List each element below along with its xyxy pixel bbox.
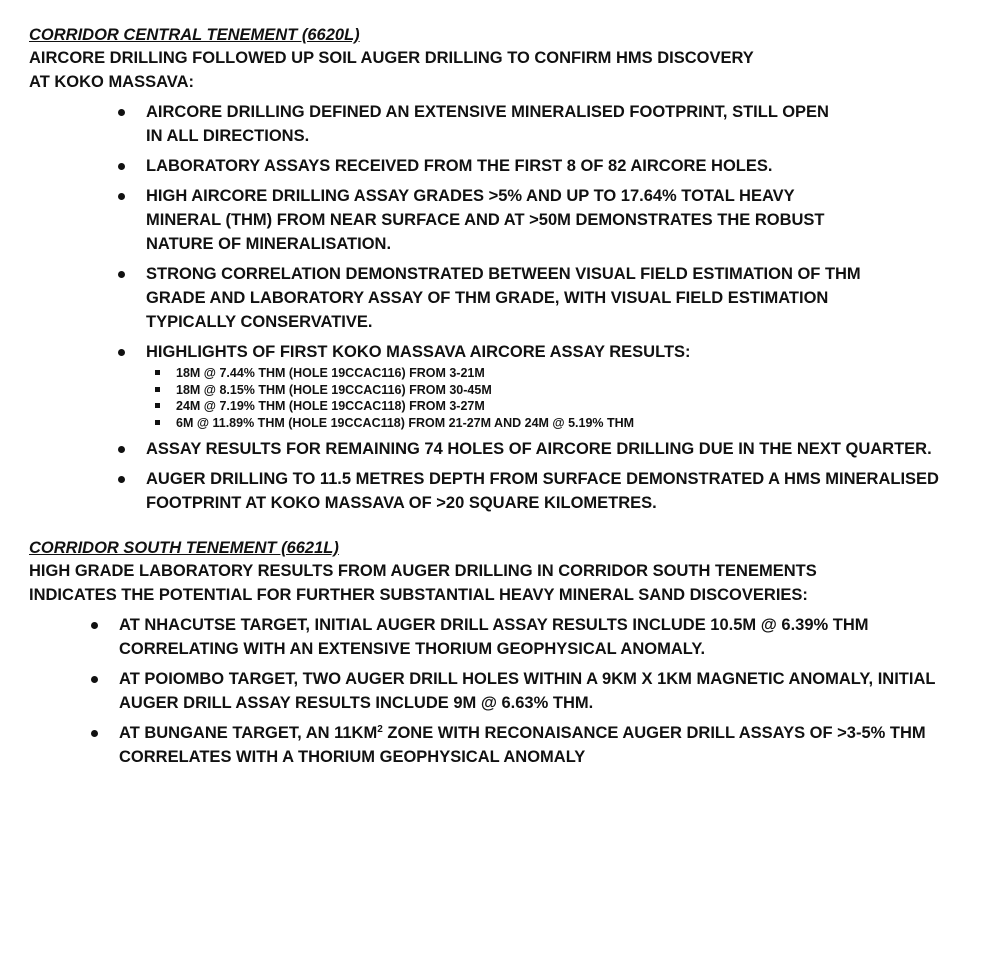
section-intro-line: INDICATES THE POTENTIAL FOR FURTHER SUBSTANTIAL HEAVY MINERAL SAND DISCOVERIES: bbox=[29, 586, 808, 604]
section-intro-line: HIGH GRADE LABORATORY RESULTS FROM AUGER DRILLING IN CORRIDOR SOUTH TENEMENTS bbox=[29, 562, 817, 580]
sub-bullet-item: 24M @ 7.19% THM (HOLE 19CCAC118) FROM 3-27M bbox=[146, 398, 994, 415]
bullet-text: AT BUNGANE TARGET, AN 11KM bbox=[119, 724, 378, 742]
bullet-list bbox=[29, 613, 994, 769]
bullet-item: AT POIOMBO TARGET, TWO AUGER DRILL HOLES WITHIN A 9KM X 1KM MAGNETIC ANOMALY, INITIAL AUGER DRILL ASSAY RESULTS INCLUDE 9M @ 6.63% THM. bbox=[29, 667, 979, 715]
section-heading-corridor-south: CORRIDOR SOUTH TENEMENT (6621L) bbox=[29, 539, 339, 557]
section-intro-line: AT KOKO MASSAVA: bbox=[29, 73, 194, 91]
document bbox=[29, 0, 994, 769]
bullet-item: AT NHACUTSE TARGET, INITIAL AUGER DRILL ASSAY RESULTS INCLUDE 10.5M @ 6.39% THM CORRELATING WITH AN EXTENSIVE THORIUM GEOPHYSICAL ANOMALY. bbox=[29, 613, 979, 661]
sub-bullet-item: 6M @ 11.89% THM (HOLE 19CCAC118) FROM 21-27M AND 24M @ 5.19% THM bbox=[146, 415, 994, 432]
sub-bullet-item: 18M @ 7.44% THM (HOLE 19CCAC116) FROM 3-21M bbox=[146, 365, 994, 382]
sub-bullet-item: 18M @ 8.15% THM (HOLE 19CCAC116) FROM 30-45M bbox=[146, 382, 994, 399]
bullet-item: AUGER DRILLING TO 11.5 METRES DEPTH FROM SURFACE DEMONSTRATED A HMS MINERALISED FOOTPRINT AT KOKO MASSAVA OF >20 SQUARE KILOMETRES. bbox=[29, 467, 946, 515]
bullet-item: ASSAY RESULTS FOR REMAINING 74 HOLES OF AIRCORE DRILLING DUE IN THE NEXT QUARTER. bbox=[29, 437, 976, 461]
highlights-sublist bbox=[146, 365, 994, 431]
section-intro-line: AIRCORE DRILLING FOLLOWED UP SOIL AUGER DRILLING TO CONFIRM HMS DISCOVERY bbox=[29, 49, 754, 67]
bullet-item: HIGH AIRCORE DRILLING ASSAY GRADES >5% AND UP TO 17.64% TOTAL HEAVY MINERAL (THM) FROM NEAR SURFACE AND AT >50M DEMONSTRATES THE ROBUST NATURE OF MINERALISATION. bbox=[29, 184, 846, 256]
bullet-item: AIRCORE DRILLING DEFINED AN EXTENSIVE MINERALISED FOOTPRINT, STILL OPEN IN ALL DIRECTIONS. bbox=[29, 100, 846, 148]
superscript: 2 bbox=[377, 724, 383, 735]
bullet-item bbox=[29, 340, 994, 431]
bullet-item bbox=[29, 721, 979, 769]
bullet-item: LABORATORY ASSAYS RECEIVED FROM THE FIRST 8 OF 82 AIRCORE HOLES. bbox=[29, 154, 994, 178]
bullet-item: STRONG CORRELATION DEMONSTRATED BETWEEN VISUAL FIELD ESTIMATION OF THM GRADE AND LABORATORY ASSAY OF THM GRADE, WITH VISUAL FIELD ESTIMATION TYPICALLY CONSERVATIVE. bbox=[29, 262, 876, 334]
bullet-text: ZONE WITH RECONAISANCE AUGER DRILL ASSAYS OF >3-5% THM CORRELATES WITH A THORIUM GEOPHYSICAL ANOMALY bbox=[119, 724, 926, 766]
bullet-item-label: HIGHLIGHTS OF FIRST KOKO MASSAVA AIRCORE ASSAY RESULTS: bbox=[146, 343, 691, 361]
bullet-list bbox=[29, 100, 994, 515]
section-heading-corridor-central: CORRIDOR CENTRAL TENEMENT (6620L) bbox=[29, 26, 360, 44]
